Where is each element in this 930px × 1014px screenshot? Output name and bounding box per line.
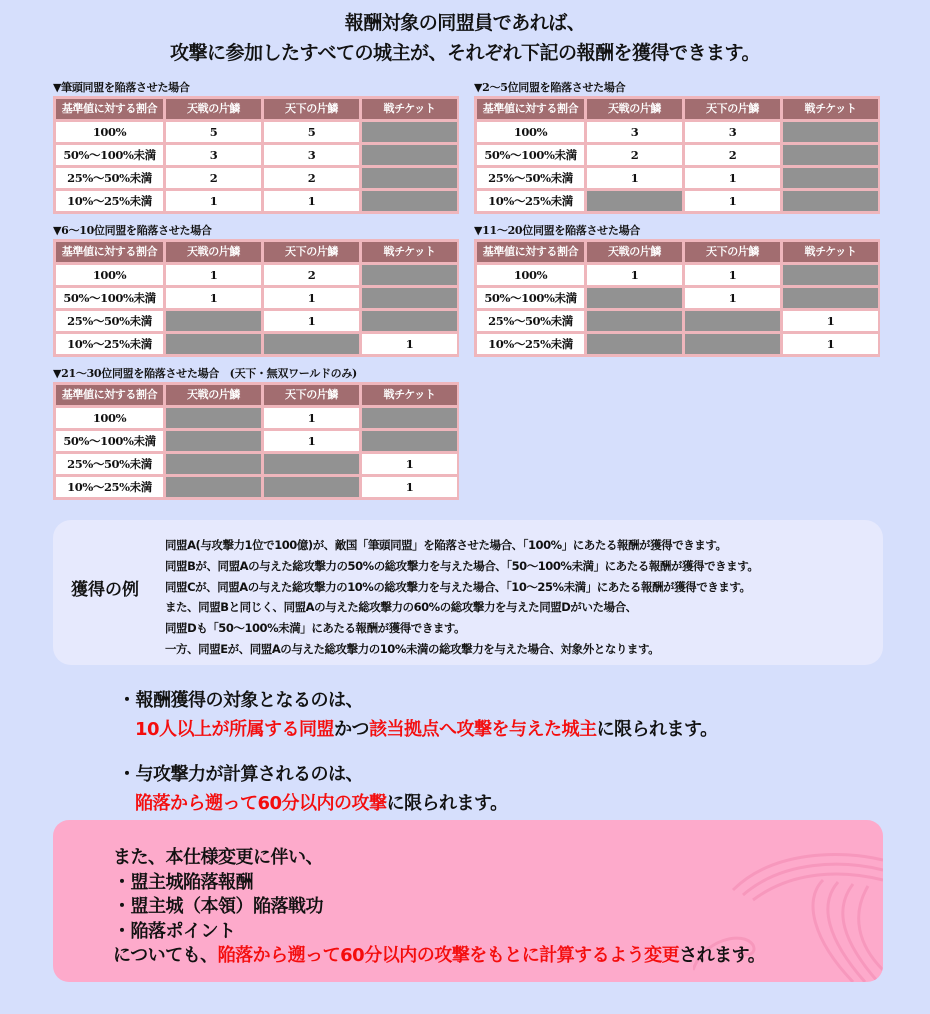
row-label-cell: 25%～50%未満 bbox=[56, 454, 163, 474]
reward-value-cell: 1 bbox=[166, 191, 261, 211]
empty-cell bbox=[783, 288, 878, 308]
column-header: 天戦の片鱗 bbox=[166, 385, 261, 405]
empty-cell bbox=[264, 477, 359, 497]
column-header: 天下の片鱗 bbox=[264, 242, 359, 262]
conclusion-highlight: 陥落から遡って60分以内の攻撃をもとに計算するよう変更 bbox=[217, 945, 680, 966]
empty-cell bbox=[264, 454, 359, 474]
row-label-cell: 10%～25%未満 bbox=[56, 191, 163, 211]
spec-change-box bbox=[53, 820, 883, 982]
reward-value-cell: 1 bbox=[783, 311, 878, 331]
example-box bbox=[53, 520, 883, 665]
note-1-highlight-b: 該当拠点へ攻撃を与えた城主 bbox=[369, 719, 597, 740]
table-caption: ▼11～20位同盟を陥落させた場合 bbox=[474, 224, 640, 237]
column-header: 戦チケット bbox=[362, 385, 457, 405]
empty-cell bbox=[587, 191, 682, 211]
spec-change-item: ・盟主城陥落報酬 bbox=[113, 871, 253, 893]
empty-cell bbox=[783, 265, 878, 285]
row-label-cell: 10%～25%未満 bbox=[477, 334, 584, 354]
row-label-cell: 10%～25%未満 bbox=[56, 334, 163, 354]
reward-value-cell: 1 bbox=[166, 265, 261, 285]
reward-table-grid bbox=[474, 96, 880, 214]
column-header: 戦チケット bbox=[783, 242, 878, 262]
table-caption: ▼2～5位同盟を陥落させた場合 bbox=[474, 81, 626, 94]
row-label-cell: 25%～50%未満 bbox=[477, 311, 584, 331]
row-label-cell: 10%～25%未満 bbox=[477, 191, 584, 211]
note-1-end: に限られます。 bbox=[596, 719, 718, 740]
column-header: 天戦の片鱗 bbox=[587, 242, 682, 262]
example-line: 同盟Dも「50～100%未満」にあたる報酬が獲得できます。 bbox=[165, 621, 466, 636]
reward-value-cell: 1 bbox=[264, 191, 359, 211]
row-label-cell: 25%～50%未満 bbox=[56, 168, 163, 188]
table-caption: ▼筆頭同盟を陥落させた場合 bbox=[53, 81, 190, 94]
spec-change-item: ・陥落ポイント bbox=[113, 920, 236, 942]
row-label-cell: 100% bbox=[477, 265, 584, 285]
empty-cell bbox=[783, 168, 878, 188]
empty-cell bbox=[362, 408, 457, 428]
row-label-cell: 100% bbox=[477, 122, 584, 142]
column-header: 戦チケット bbox=[362, 242, 457, 262]
reward-value-cell: 1 bbox=[166, 288, 261, 308]
empty-cell bbox=[783, 122, 878, 142]
empty-cell bbox=[362, 265, 457, 285]
note-1-intro: ・報酬獲得の対象となるのは、 bbox=[118, 690, 363, 711]
example-label: 獲得の例 bbox=[71, 580, 139, 600]
reward-table-rank-21-30 bbox=[53, 366, 459, 500]
note-1-detail bbox=[118, 715, 718, 744]
row-label-cell: 100% bbox=[56, 408, 163, 428]
note-2-detail bbox=[118, 789, 718, 818]
reward-value-cell: 2 bbox=[685, 145, 780, 165]
column-header: 天戦の片鱗 bbox=[166, 242, 261, 262]
reward-value-cell: 3 bbox=[166, 145, 261, 165]
column-header: 天戦の片鱗 bbox=[587, 99, 682, 119]
empty-cell bbox=[362, 168, 457, 188]
empty-cell bbox=[166, 334, 261, 354]
reward-value-cell: 2 bbox=[166, 168, 261, 188]
reward-value-cell: 5 bbox=[166, 122, 261, 142]
reward-value-cell: 1 bbox=[264, 408, 359, 428]
reward-value-cell: 1 bbox=[783, 334, 878, 354]
empty-cell bbox=[166, 454, 261, 474]
reward-table-grid bbox=[474, 239, 880, 357]
column-header: 天戦の片鱗 bbox=[166, 99, 261, 119]
reward-value-cell: 2 bbox=[264, 168, 359, 188]
empty-cell bbox=[362, 311, 457, 331]
reward-value-cell: 1 bbox=[587, 168, 682, 188]
empty-cell bbox=[166, 311, 261, 331]
example-line: 同盟A(与攻撃力1位で100億)が、敵国「筆頭同盟」を陥落させた場合、「100%」にあたる報酬が獲得できます。 bbox=[165, 538, 727, 552]
table-caption: ▼21～30位同盟を陥落させた場合 (天下・無双ワールドのみ) bbox=[53, 367, 357, 380]
conclusion-start: についても、 bbox=[113, 945, 218, 966]
reward-table-rank-11-20 bbox=[474, 223, 880, 357]
reward-value-cell: 1 bbox=[685, 168, 780, 188]
example-line: また、同盟Bと同じく、同盟Aの与えた総攻撃力の60%の総攻撃力を与えた同盟Dがいた場合、 bbox=[165, 600, 637, 615]
empty-cell bbox=[166, 431, 261, 451]
note-1-highlight-a: 10人以上が所属する同盟 bbox=[135, 719, 335, 740]
spec-change-conclusion bbox=[113, 944, 765, 969]
empty-cell bbox=[685, 311, 780, 331]
reward-table-grid bbox=[53, 96, 459, 214]
reward-value-cell: 1 bbox=[264, 288, 359, 308]
row-label-cell: 10%～25%未満 bbox=[56, 477, 163, 497]
example-lines bbox=[165, 535, 758, 660]
reward-table-rank-2-5 bbox=[474, 80, 880, 214]
column-header: 基準値に対する割合 bbox=[477, 99, 584, 119]
spec-change-intro: また、本仕様変更に伴い、 bbox=[113, 847, 323, 868]
empty-cell bbox=[783, 145, 878, 165]
empty-cell bbox=[362, 191, 457, 211]
column-header: 戦チケット bbox=[783, 99, 878, 119]
reward-value-cell: 3 bbox=[685, 122, 780, 142]
row-label-cell: 25%～50%未満 bbox=[477, 168, 584, 188]
reward-value-cell: 3 bbox=[264, 145, 359, 165]
reward-table-grid bbox=[53, 382, 459, 500]
column-header: 戦チケット bbox=[362, 99, 457, 119]
reward-value-cell: 2 bbox=[264, 265, 359, 285]
empty-cell bbox=[362, 431, 457, 451]
reward-value-cell: 1 bbox=[362, 454, 457, 474]
reward-value-cell: 5 bbox=[264, 122, 359, 142]
reward-table-grid bbox=[53, 239, 459, 357]
row-label-cell: 50%～100%未満 bbox=[477, 288, 584, 308]
reward-value-cell: 2 bbox=[587, 145, 682, 165]
row-label-cell: 50%～100%未満 bbox=[56, 288, 163, 308]
row-label-cell: 50%～100%未満 bbox=[56, 145, 163, 165]
reward-value-cell: 1 bbox=[264, 431, 359, 451]
row-label-cell: 100% bbox=[56, 265, 163, 285]
reward-value-cell: 1 bbox=[685, 191, 780, 211]
empty-cell bbox=[362, 145, 457, 165]
reward-value-cell: 3 bbox=[587, 122, 682, 142]
example-line: 同盟Bが、同盟Aの与えた総攻撃力の50%の総攻撃力を与えた場合、「50～100%未満」にあたる報酬が獲得できます。 bbox=[165, 558, 759, 573]
reward-value-cell: 1 bbox=[264, 311, 359, 331]
note-2-highlight: 陥落から遡って60分以内の攻撃 bbox=[135, 793, 387, 814]
spec-change-item: ・盟主城（本領）陥落戦功 bbox=[113, 896, 323, 917]
column-header: 基準値に対する割合 bbox=[56, 99, 163, 119]
conclusion-end: されます。 bbox=[679, 945, 766, 966]
empty-cell bbox=[587, 288, 682, 308]
empty-cell bbox=[587, 334, 682, 354]
heading-line-1: 報酬対象の同盟員であれば、 bbox=[344, 12, 586, 34]
page-heading bbox=[0, 8, 930, 68]
column-header: 天下の片鱗 bbox=[685, 242, 780, 262]
row-label-cell: 100% bbox=[56, 122, 163, 142]
column-header: 基準値に対する割合 bbox=[56, 385, 163, 405]
spec-change-text bbox=[113, 846, 765, 969]
table-caption: ▼6～10位同盟を陥落させた場合 bbox=[53, 224, 212, 237]
note-1-connector: かつ bbox=[334, 719, 370, 740]
empty-cell bbox=[587, 311, 682, 331]
reward-value-cell: 1 bbox=[362, 334, 457, 354]
empty-cell bbox=[685, 334, 780, 354]
note-2-intro: ・与攻撃力が計算されるのは、 bbox=[118, 764, 363, 785]
column-header: 天下の片鱗 bbox=[264, 99, 359, 119]
reward-value-cell: 1 bbox=[587, 265, 682, 285]
empty-cell bbox=[362, 288, 457, 308]
conditions-notes bbox=[118, 686, 718, 818]
column-header: 基準値に対する割合 bbox=[56, 242, 163, 262]
example-line: 同盟Cが、同盟Aの与えた総攻撃力の10%の総攻撃力を与えた場合、「10～25%未満」にあたる報酬が獲得できます。 bbox=[165, 579, 751, 594]
reward-table-rank-1 bbox=[53, 80, 459, 214]
reward-value-cell: 1 bbox=[362, 477, 457, 497]
column-header: 基準値に対する割合 bbox=[477, 242, 584, 262]
empty-cell bbox=[166, 477, 261, 497]
heading-line-2: 攻撃に参加したすべての城主が、それぞれ下記の報酬を獲得できます。 bbox=[169, 42, 761, 64]
empty-cell bbox=[166, 408, 261, 428]
note-2-end: に限られます。 bbox=[386, 793, 508, 814]
empty-cell bbox=[362, 122, 457, 142]
empty-cell bbox=[783, 191, 878, 211]
reward-table-rank-6-10 bbox=[53, 223, 459, 357]
row-label-cell: 50%～100%未満 bbox=[56, 431, 163, 451]
row-label-cell: 50%～100%未満 bbox=[477, 145, 584, 165]
reward-value-cell: 1 bbox=[685, 288, 780, 308]
empty-cell bbox=[264, 334, 359, 354]
column-header: 天下の片鱗 bbox=[264, 385, 359, 405]
reward-value-cell: 1 bbox=[685, 265, 780, 285]
column-header: 天下の片鱗 bbox=[685, 99, 780, 119]
example-line: 一方、同盟Eが、同盟Aの与えた総攻撃力の10%未満の総攻撃力を与えた場合、対象外となります。 bbox=[165, 641, 660, 656]
row-label-cell: 25%～50%未満 bbox=[56, 311, 163, 331]
